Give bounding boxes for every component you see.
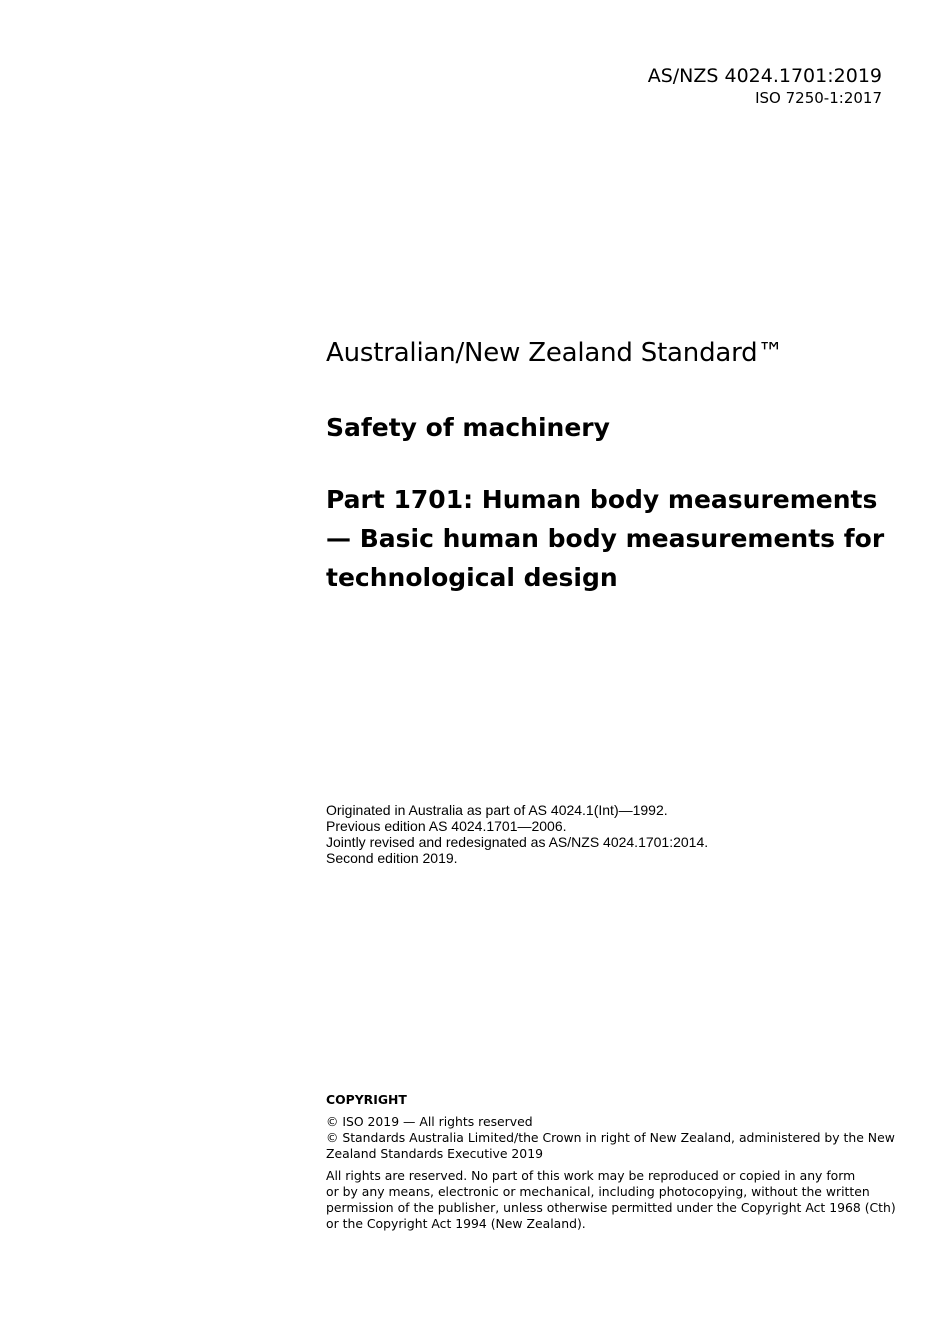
part-title [326,480,886,597]
part-title-line: Part 1701: Human body measurements [326,485,878,514]
part-title-line: — Basic human body measurements for [326,524,885,553]
part-title-line: technological design [326,563,618,592]
copyright-notice-line: or the Copyright Act 1994 (New Zealand). [326,1216,586,1231]
iso-code: ISO 7250-1:2017 [755,89,882,107]
history-line: Second edition 2019. [326,850,458,866]
copyright-owner-line: © ISO 2019 — All rights reserved [326,1114,533,1129]
history-line: Jointly revised and redesignated as AS/NZS 4024.1701:2014. [326,834,709,850]
history-line: Originated in Australia as part of AS 4024.1(Int)—1992. [326,802,668,818]
copyright-notice-line: permission of the publisher, unless otherwise permitted under the Copyright Act 1968 (Cth) [326,1200,896,1215]
copyright-notice-line: All rights are reserved. No part of this work may be reproduced or copied in any form [326,1168,856,1183]
copyright-notice [326,1168,896,1232]
copyright-notice-line: or by any means, electronic or mechanical, including photocopying, without the written [326,1184,870,1199]
standard-type: Australian/New Zealand Standard™ [326,338,784,368]
history-line: Previous edition AS 4024.1701—2006. [326,818,567,834]
copyright-owner-line: Zealand Standards Executive 2019 [326,1146,543,1161]
title-block [326,336,886,597]
standard-code: AS/NZS 4024.1701:2019 [647,65,882,87]
main-title: Safety of machinery [326,413,610,442]
copyright-owner-line: © Standards Australia Limited/the Crown in right of New Zealand, administered by the New [326,1130,895,1145]
copyright-owners [326,1114,896,1162]
standard-identifiers [648,64,882,108]
copyright-section [326,1092,896,1238]
edition-history [326,802,708,866]
copyright-heading: COPYRIGHT [326,1092,407,1107]
